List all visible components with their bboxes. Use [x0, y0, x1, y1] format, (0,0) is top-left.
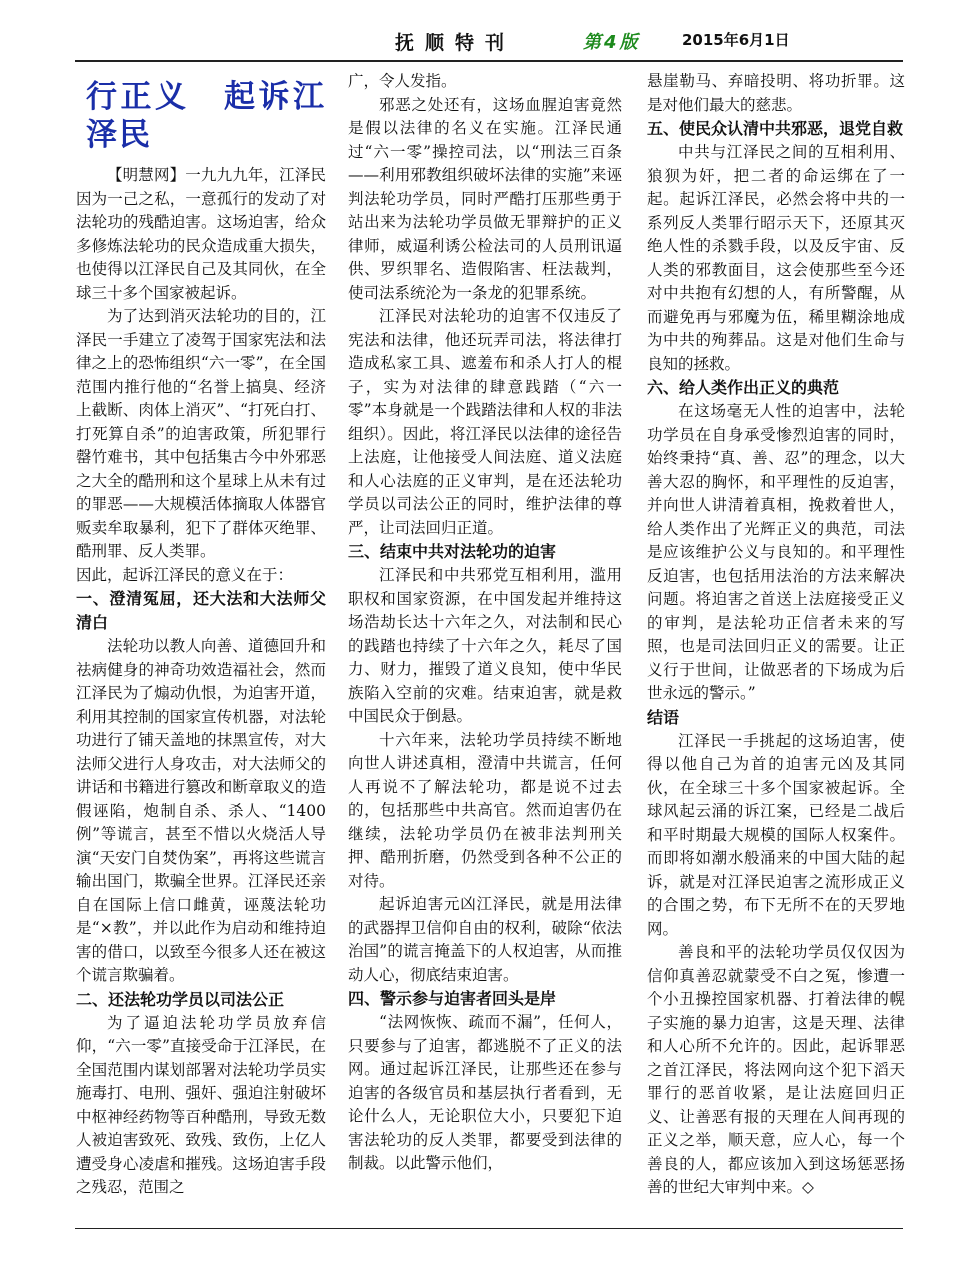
column-3 — [647, 70, 905, 1220]
body-paragraph: 十六年来，法轮功学员持续不断地向世人讲述真相，澄清中共谎言，任何人再说不了解法轮功，都是说不过去的，包括那些中共高官。然而迫害仍在继续，法轮功学员仍在被非法判刑关押、酷刑折磨，仍然受到各种不公正的对待。 — [348, 730, 622, 890]
body-paragraph: 为了逼迫法轮功学员放弃信仰，“六一零”直接受命于江泽民，在全国范围内谋划部署对法轮功学员实施毒打、电刑、强奸、强迫注射破坏中枢神经药物等百种酷刑，导致无数人被迫害致死、致残、致伤，上亿人遭受身心凌虐和摧残。这场迫害手段之残忍，范围之 — [76, 1013, 326, 1196]
footer-rule — [75, 1228, 903, 1229]
publication-name: 抚顺特刊 — [395, 32, 516, 54]
column-1 — [76, 70, 326, 1220]
body-paragraph: “法网恢恢、疏而不漏”，任何人，只要参与了迫害，都逃脱不了正义的法网。通过起诉江泽民，让那些还在参与迫害的各级官员和基层执行者看到，无论什么人，无论职位大小，只要犯下迫害法轮功的反人类罪，都要受到法律的制裁。以此警示他们， — [348, 1013, 622, 1172]
column-2 — [348, 70, 622, 1220]
body-paragraph: 广，令人发指。 — [348, 72, 457, 90]
body-paragraph: 法轮功以教人向善、道德回升和祛病健身的神奇功效造福社会，然而江泽民为了煽动仇恨，为迫害开道，利用其控制的国家宣传机器，对法轮功进行了铺天盖地的抹黑宣传，对大法师父进行人身攻击，对大法师父的讲话和书籍进行篡改和断章取义的造假诬陷，炮制自杀、杀人、“1400例”等谎言，甚至不惜以火烧活人导演“天安门自焚伪案”，再将这些谎言输出国门，欺骗全世界。江泽民还亲自在国际上信口雌黄，诬蔑法轮功是“×教”，并以此作为启动和维持迫害的借口，以致至今很多人还在被这个谎言欺骗着。 — [76, 637, 326, 984]
body-paragraph: 江泽民一手挑起的这场迫害，使得以他自己为首的迫害元凶及其同伙，在全球三十多个国家被起诉。全球风起云涌的诉江案，已经是二战后和平时期最大规模的国际人权案件。而即将如潮水般涌来的中国大陆的起诉，就是对江泽民迫害之流形成正义的合围之势，布下无所不在的天罗地网。 — [647, 731, 905, 938]
edition-label: 第4版 — [583, 32, 641, 53]
section-heading: 结语 — [647, 707, 680, 727]
section-heading: 二、还法轮功学员以司法公正 — [76, 989, 285, 1009]
page-header — [0, 28, 978, 58]
section-heading: 六、给人类作出正义的典范 — [647, 378, 840, 397]
body-paragraph: 因此，起诉江泽民的意义在于： — [76, 565, 294, 584]
issue-date: 2015年6月1日 — [682, 31, 790, 49]
section-heading: 四、警示参与迫害者回头是岸 — [348, 989, 557, 1008]
article-title: 行正义 起诉江泽民 — [86, 79, 326, 153]
section-heading: 三、结束中共对法轮功的迫害 — [348, 542, 557, 561]
body-paragraph: 【明慧网】一九九九年，江泽民因为一己之私，一意孤行的发动了对法轮功的残酷迫害。这场迫害，给众多修炼法轮功的民众造成重大损失，也使得以江泽民自己及其同伙，在全球三十多个国家被起诉。 — [76, 166, 326, 302]
body-paragraph: 江泽民和中共邪党互相利用，滥用职权和国家资源，在中国发起并维持这场浩劫长达十六年之久，对法制和民心的践踏也持续了十六年之久，耗尽了国力、财力，摧毁了道义良知，使中华民族陷入空前的灾难。结束迫害，就是救中国民众于倒悬。 — [348, 566, 622, 725]
body-paragraph: 为了达到消灭法轮功的目的，江泽民一手建立了凌驾于国家宪法和法律之上的恐怖组织“六一零”，在全国范围内推行他的“名誉上搞臭、经济上截断、肉体上消灭”、“打死白打、打死算自杀”的迫害政策，所犯罪行罄竹难书，其中包括集古今中外邪恶之大全的酷刑和这个星球上从未有过的罪恶——大规模活体摘取人体器官贩卖牟取暴利，犯下了群体灭绝罪、酷刑罪、反人类罪。 — [76, 307, 326, 560]
body-paragraph: 邪恶之处还有，这场血腥迫害竟然是假以法律的名义在实施。江泽民通过“六一零”操控司法，以“刑法三百条——利用邪教组织破坏法律的实施”来诬判法轮功学员，同时严酷打压那些勇于站出来为法轮功学员做无罪辩护的正义律师，威逼利诱公检法司的人员刑讯逼供、罗织罪名、造假陷害、枉法裁判，使司法系统沦为一条龙的犯罪系统。 — [348, 95, 622, 302]
section-heading: 一、澄清冤屈，还大法和大法师父清白 — [76, 589, 326, 632]
section-heading: 五、使民众认清中共邪恶，退党自救 — [647, 119, 904, 138]
body-paragraph: 起诉迫害元凶江泽民，就是用法律的武器捍卫信仰自由的权利，破除“依法治国”的谎言掩盖下的人权迫害，从而推动人心，彻底结束迫害。 — [348, 895, 622, 984]
body-paragraph: 善良和平的法轮功学员仅仅因为信仰真善忍就蒙受不白之冤，惨遭一个小丑操控国家机器、打着法律的幌子实施的暴力迫害，这是天理、法律和人心所不允许的。因此，起诉罪恶之首江泽民，将法网向这个犯下滔天罪行的恶首收紧，是让法庭回归正义、让善恶有报的天理在人间再现的正义之举，顺天意，应人心，每一个善良的人，都应该加入到这场惩恶扬善的世纪大审判中来。◇ — [647, 943, 905, 1196]
body-paragraph: 在这场毫无人性的迫害中，法轮功学员在自身承受惨烈迫害的同时，始终秉持“真、善、忍”的理念，以大善大忍的胸怀，和平理性的反迫害，并向世人讲清着真相，挽救着世人，给人类作出了光辉正义的典范，司法是应该维护公义与良知的。和平理性反迫害，也包括用法治的方法来解决问题。将迫害之首送上法庭接受正义的审判，是法轮功正信者未来的写照，也是司法回归正义的需要。让正义行于世间，让做恶者的下场成为后世永远的警示。” — [647, 402, 905, 702]
body-paragraph: 悬崖勒马、弃暗投明、将功折罪。这是对他们最大的慈悲。 — [647, 72, 905, 114]
body-paragraph: 江泽民对法轮功的迫害不仅违反了宪法和法律，他还玩弄司法，将法律打造成私家工具、遮羞布和杀人打人的棍子，实为对法律的肆意践踏（“六一零”本身就是一个践踏法律和人权的非法组织）。因此，将江泽民以法律的途径告上法庭，让他接受人间法庭、道义法庭和人心法庭的正义审判，是在还法轮功学员以司法公正的同时，维护法律的尊严，让司法回归正道。 — [348, 307, 622, 537]
body-paragraph: 中共与江泽民之间的互相利用、狼狈为奸，把二者的命运绑在了一起。起诉江泽民，必然会将中共的一系列反人类罪行昭示天下，还原其灭绝人性的杀戮手段，以及反宇宙、反人类的邪教面目，这会使那些至今还对中共抱有幻想的人，有所警醒，从而避免再与邪魔为伍，稀里糊涂地成为中共的殉葬品。这是对他们生命与良知的拯救。 — [647, 143, 905, 373]
header-rule — [75, 60, 903, 62]
